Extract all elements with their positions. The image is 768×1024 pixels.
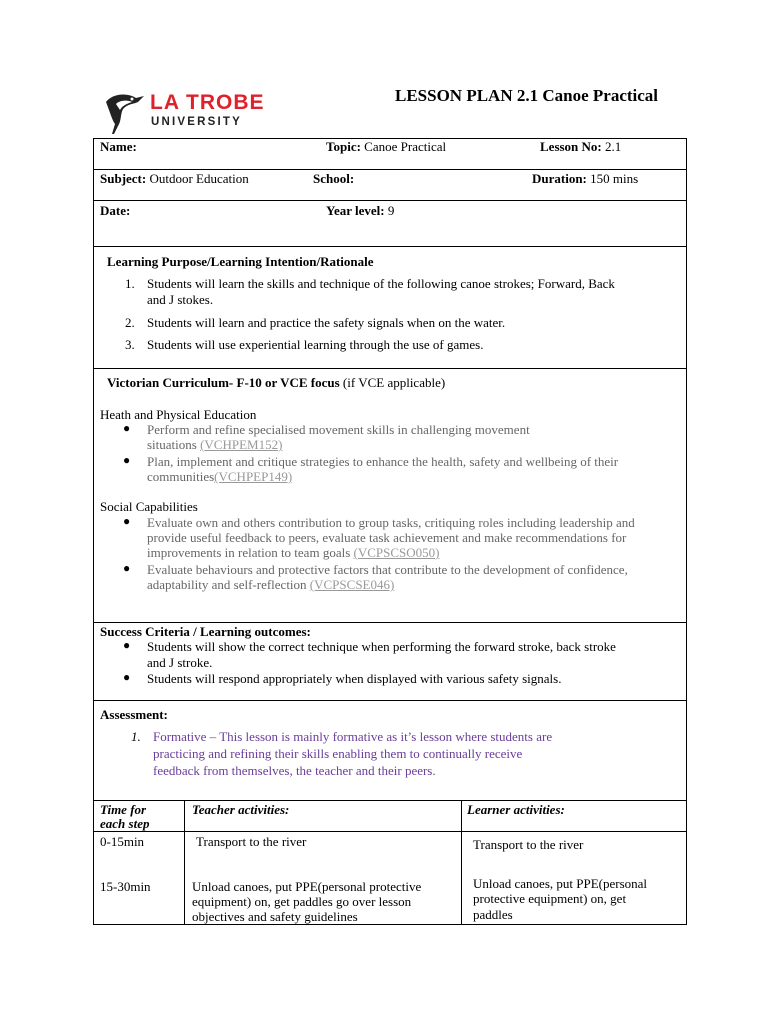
- curriculum-heading: [107, 375, 445, 391]
- row-divider: [93, 800, 687, 801]
- bird-emblem-icon: [102, 90, 146, 136]
- assessment-line-1: Formative – This lesson is mainly formative as it’s lesson where students are: [153, 729, 553, 744]
- curriculum-heading-bold: Victorian Curriculum- F-10 or VCE focus: [107, 375, 340, 390]
- success-2-line-1: Students will respond appropriately when displayed with various safety signals.: [147, 671, 562, 686]
- hpe-1-code-link[interactable]: (VCHPEM152): [200, 437, 283, 452]
- hpe-2-text: communities: [147, 469, 215, 484]
- bullet-icon: ●: [123, 514, 131, 528]
- assessment-item-number: 1.: [131, 729, 141, 744]
- row-2-learner-line-3: paddles: [473, 907, 513, 922]
- social-2-line-1: Evaluate behaviours and protective factors that contribute to the development of confidence,: [147, 562, 628, 577]
- bullet-icon: ●: [123, 670, 131, 684]
- topic-value: Canoe Practical: [360, 139, 447, 154]
- duration-label: Duration:: [532, 171, 587, 186]
- social-1-line-1: Evaluate own and others contribution to group tasks, critiquing roles including leadership and: [147, 515, 635, 530]
- topic-label: Topic:: [326, 139, 361, 154]
- subject-field: [100, 171, 249, 187]
- social-2-line-2: [147, 577, 394, 593]
- hpe-2-code-link[interactable]: (VCHPEP149): [214, 469, 293, 484]
- row-1-learner: Transport to the river: [473, 837, 584, 852]
- hpe-1-line-1: Perform and refine specialised movement skills in challenging movement: [147, 422, 530, 437]
- success-1-line-2: and J stroke.: [147, 655, 213, 670]
- purpose-item-2: Students will learn and practice the safety signals when on the water.: [147, 315, 506, 330]
- row-divider: [93, 200, 687, 201]
- social-title: Social Capabilities: [100, 499, 198, 514]
- bullet-icon: ●: [123, 421, 131, 435]
- hpe-1-line-2: [147, 437, 282, 453]
- year-level-value: 9: [384, 203, 395, 218]
- school-label: School:: [313, 171, 355, 186]
- subject-label: Subject:: [100, 171, 147, 186]
- teacher-activities-header: Teacher activities:: [192, 802, 290, 817]
- column-divider: [184, 800, 185, 925]
- hpe-2-line-2: [147, 469, 292, 485]
- bullet-icon: ●: [123, 561, 131, 575]
- lesson-number-label: Lesson No:: [540, 139, 602, 154]
- hpe-1-text: situations: [147, 437, 201, 452]
- hpe-2-line-1: Plan, implement and critique strategies to enhance the health, safety and wellbeing of their: [147, 454, 619, 469]
- time-header-line-2: each step: [100, 816, 150, 831]
- success-heading: Success Criteria / Learning outcomes:: [100, 624, 311, 639]
- hpe-title: Heath and Physical Education: [100, 407, 257, 422]
- bullet-icon: ●: [123, 453, 131, 467]
- assessment-line-3: feedback from themselves, the teacher and their peers.: [153, 763, 436, 778]
- page-title: LESSON PLAN 2.1 Canoe Practical: [395, 86, 659, 105]
- row-divider: [93, 831, 687, 832]
- year-level-field: [326, 203, 394, 219]
- subject-value: Outdoor Education: [146, 171, 249, 186]
- row-2-time: 15-30min: [100, 879, 151, 894]
- logo-subtitle: UNIVERSITY: [151, 116, 243, 128]
- row-divider: [93, 700, 687, 701]
- lesson-number-field: [540, 139, 621, 155]
- duration-value: 150 mins: [586, 171, 639, 186]
- year-level-label: Year level:: [326, 203, 385, 218]
- social-1-line-2: provide useful feedback to peers, evaluate task achievement and make recommendations for: [147, 530, 627, 545]
- lesson-number-value: 2.1: [601, 139, 622, 154]
- social-1-line-3: [147, 545, 439, 561]
- time-header-line-1: Time for: [100, 802, 147, 817]
- learner-activities-header: Learner activities:: [467, 802, 565, 817]
- social-2-code-link[interactable]: (VCPSCSE046): [309, 577, 395, 592]
- row-1-time: 0-15min: [100, 834, 145, 849]
- row-2-teacher-line-1: Unload canoes, put PPE(personal protective: [192, 879, 422, 894]
- purpose-item-1-line-2: and J stokes.: [147, 292, 214, 307]
- topic-field: [326, 139, 446, 155]
- social-1-text: improvements in relation to team goals: [147, 545, 354, 560]
- purpose-item-number: 2.: [125, 315, 135, 330]
- row-divider: [93, 368, 687, 369]
- la-trobe-logo: [102, 90, 272, 136]
- row-2-teacher-line-3: objectives and safety guidelines: [192, 909, 358, 924]
- purpose-item-1-line-1: Students will learn the skills and technique of the following canoe strokes; Forward, Back: [147, 276, 615, 291]
- name-label: Name:: [100, 139, 137, 154]
- column-divider: [461, 800, 462, 925]
- row-divider: [93, 169, 687, 170]
- assessment-heading: Assessment:: [100, 707, 168, 722]
- duration-field: [532, 171, 638, 187]
- row-divider: [93, 246, 687, 247]
- logo-name: LA TROBE: [150, 91, 265, 114]
- row-1-teacher: Transport to the river: [196, 834, 307, 849]
- social-2-text: adaptability and self-reflection: [147, 577, 310, 592]
- row-divider: [93, 622, 687, 623]
- date-label: Date:: [100, 203, 131, 218]
- social-1-code-link[interactable]: (VCPSCSO050): [353, 545, 440, 560]
- purpose-item-3: Students will use experiential learning through the use of games.: [147, 337, 484, 352]
- assessment-line-2: practicing and refining their skills enabling them to continually receive: [153, 746, 523, 761]
- row-2-learner-line-2: protective equipment) on, get: [473, 891, 627, 906]
- bullet-icon: ●: [123, 638, 131, 652]
- purpose-item-number: 1.: [125, 276, 135, 291]
- curriculum-heading-note: (if VCE applicable): [339, 375, 446, 390]
- success-1-line-1: Students will show the correct technique when performing the forward stroke, back stroke: [147, 639, 616, 654]
- row-2-teacher-line-2: equipment) on, get paddles go over lesson: [192, 894, 412, 909]
- row-2-learner-line-1: Unload canoes, put PPE(personal: [473, 876, 648, 891]
- purpose-item-number: 3.: [125, 337, 135, 352]
- purpose-heading: Learning Purpose/Learning Intention/Rationale: [107, 254, 374, 269]
